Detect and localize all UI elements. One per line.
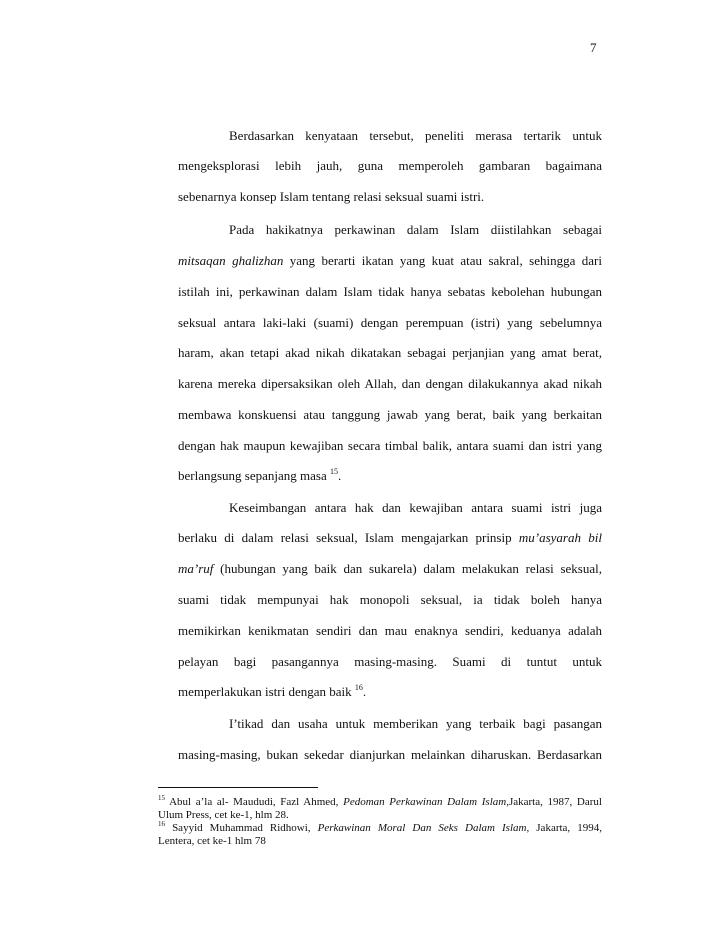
text-run: .: [362, 684, 367, 699]
text-line: haram, akan tetapi akad nikah dikatakan sebagai perjanjian yang amat berat,: [178, 345, 602, 360]
italic-term: mitsaqan ghalizhan: [178, 253, 284, 268]
text-line: [178, 561, 602, 577]
text-line: Berdasarkan kenyataan tersebut, peneliti merasa tertarik untuk: [229, 128, 602, 143]
text-run: (hubungan yang baik dan sukarela) dalam melakukan relasi seksual,: [220, 561, 602, 576]
footnote-number: 15: [158, 794, 165, 802]
italic-term: mu’asyarah bil: [518, 530, 602, 545]
footnote-16-cont: Lentera, cet ke-1 hlm 78: [158, 835, 266, 847]
text-run: memperlakukan istri dengan baik: [178, 684, 352, 699]
text-line: pelayan bagi pasangannya masing-masing. Suami di tuntut untuk: [178, 654, 602, 669]
text-run: berlaku di dalam relasi seksual, Islam mengajarkan prinsip: [178, 530, 512, 545]
footnote-ref[interactable]: 15: [329, 467, 338, 476]
text-line: masing-masing, bukan sekedar dianjurkan melainkan diharuskan. Berdasarkan: [178, 747, 602, 762]
text-line: mengeksplorasi lebih jauh, guna memperoleh gambaran bagaimana: [178, 158, 602, 173]
footnote-15-cont: Ulum Press, cet ke-1, hlm 28.: [158, 809, 289, 821]
text-line: membawa konskuensi atau tanggung jawab yang berat, baik yang berkaitan: [178, 407, 602, 422]
footnote-publisher: Jakarta, 1994,: [536, 822, 602, 834]
text-line: Pada hakikatnya perkawinan dalam Islam diistilahkan sebagai: [229, 222, 602, 237]
text-line: dengan hak maupun kewajiban secara timbal balik, antara suami dan istri yang: [178, 438, 602, 453]
footnote-number: 16: [158, 820, 165, 828]
footnote-title: Perkawinan Moral Dan Seks Dalam Islam,: [317, 822, 530, 834]
text-run: .: [337, 468, 342, 483]
text-run: yang berarti ikatan yang kuat atau sakral, sehingga dari: [289, 253, 602, 268]
text-line: [178, 684, 602, 700]
text-line: sebenarnya konsep Islam tentang relasi seksual suami istri.: [178, 189, 485, 204]
text-line: memikirkan kenikmatan sendiri dan mau enaknya sendiri, keduanya adalah: [178, 623, 602, 638]
text-line: [178, 253, 602, 269]
footnote-title: Pedoman Perkawinan Dalam Islam,: [343, 796, 509, 808]
footnote-16: [158, 822, 602, 835]
text-line: [178, 530, 602, 546]
text-line: karena mereka dipersaksikan oleh Allah, dan dengan dilakukannya akad nikah: [178, 376, 602, 391]
footnote-author: Abul a’la al- Maududi, Fazl Ahmed,: [169, 796, 339, 808]
footnote-publisher: Jakarta, 1987, Darul: [508, 796, 602, 808]
footnote-15: [158, 796, 602, 809]
text-line: istilah ini, perkawinan dalam Islam tidak hanya sebatas kebolehan hubungan: [178, 284, 602, 299]
italic-term: ma’ruf: [178, 561, 214, 576]
text-line: [178, 468, 602, 484]
footnote-separator: [158, 787, 318, 788]
text-line: suami tidak mempunyai hak monopoli seksual, ia tidak boleh hanya: [178, 592, 602, 607]
footnote-ref[interactable]: 16: [354, 683, 363, 692]
text-line: seksual antara laki-laki (suami) dengan perempuan (istri) yang sebelumnya: [178, 315, 602, 330]
text-run: berlangsung sepanjang masa: [178, 468, 327, 483]
text-line: Keseimbangan antara hak dan kewajiban antara suami istri juga: [229, 500, 602, 515]
page-number: 7: [590, 40, 597, 55]
footnote-author: Sayyid Muhammad Ridhowi,: [172, 822, 311, 834]
text-line: I’tikad dan usaha untuk memberikan yang terbaik bagi pasangan: [229, 716, 602, 731]
